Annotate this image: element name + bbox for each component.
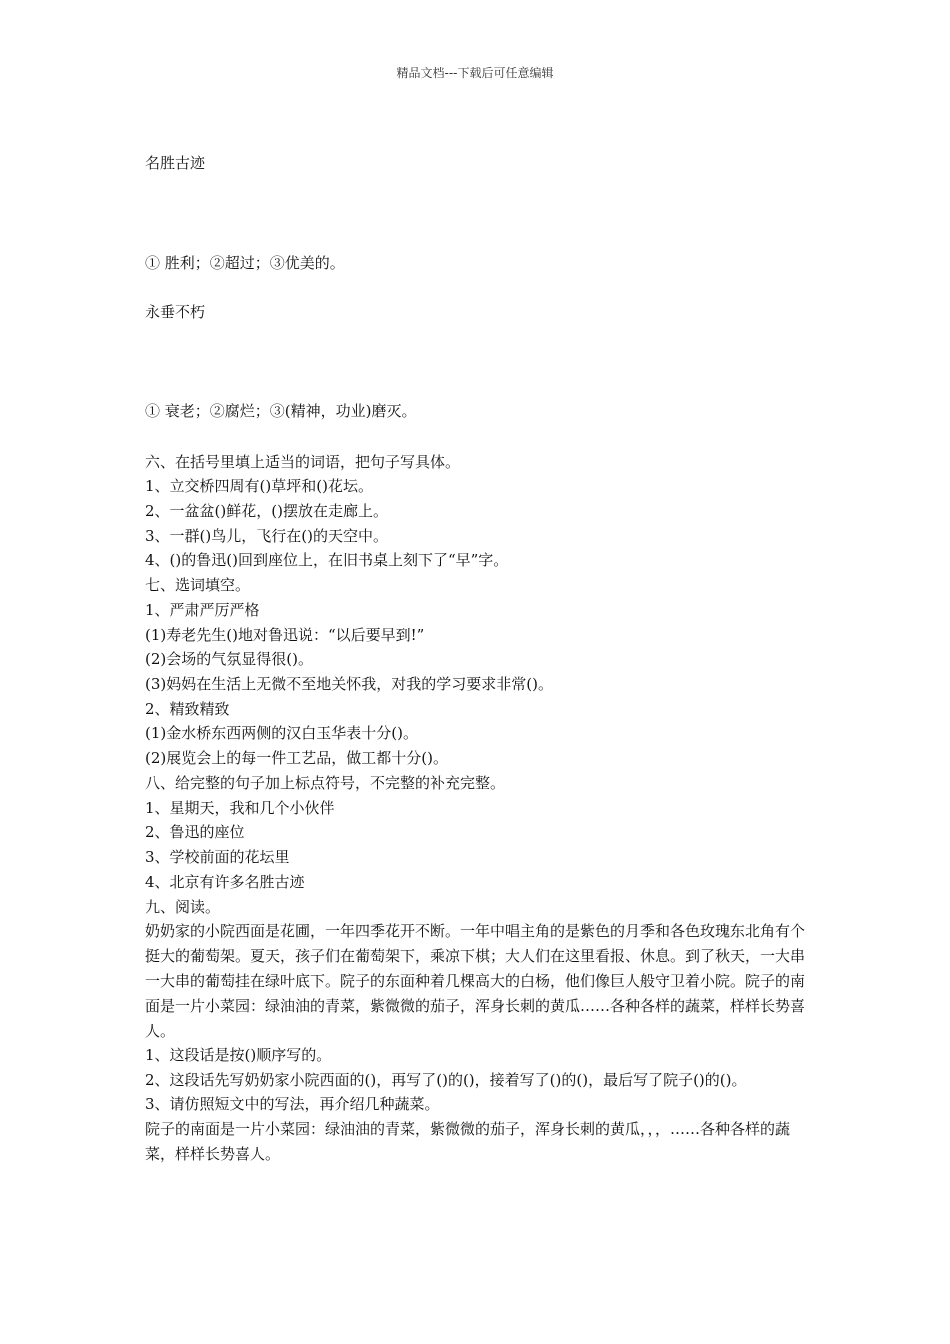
q7-group-1: 1、严肃严厉严格: [145, 601, 260, 619]
q9-item: 3、请仿照短文中的写法，再介绍几种蔬菜。: [145, 1095, 440, 1113]
q6-item: 3、一群()鸟儿，飞行在()的天空中。: [145, 527, 388, 545]
q7-item: (2)会场的气氛显得很()。: [145, 650, 313, 668]
vocab-word-1: 名胜古迹: [145, 154, 206, 172]
vocab-meaning-2: ① 衰老；②腐烂；③(精神，功业)磨灭。: [145, 402, 417, 420]
q7-title: 七、选词填空。: [145, 576, 251, 594]
page-header: 精品文档---下载后可任意编辑: [396, 66, 554, 80]
q7-item: (1)金水桥东西两侧的汉白玉华表十分()。: [145, 724, 418, 742]
q8-item: 3、学校前面的花坛里: [145, 848, 290, 866]
q8-item: 2、鲁迅的座位: [145, 823, 245, 841]
q9-item: 1、这段话是按()顺序写的。: [145, 1046, 332, 1064]
q7-item: (1)寿老先生()地对鲁迅说：“以后要早到!”: [145, 626, 425, 644]
q9-title: 九、阅读。: [145, 898, 221, 916]
q8-item: 1、星期天，我和几个小伙伴: [145, 799, 335, 817]
reading-passage: 奶奶家的小院西面是花圃，一年四季花开不断。一年中唱主角的是紫色的月季和各色玫瑰东北角有个挺大的葡萄架。夏天，孩子们在葡萄架下，乘凉下棋；大人们在这里看报、休息。到了秋天，一大串一大串的葡萄挂在绿叶底下。院子的东面种着几棵高大的白杨，他们像巨人般守卫着小院。院子的南面是一片小菜园：绿油油的青菜，紫微微的茄子，浑身长刺的黄瓜……各种各样的蔬菜，样样长势喜人。: [145, 922, 806, 1040]
q6-item: 2、一盆盆()鲜花，()摆放在走廊上。: [145, 502, 388, 520]
q6-item: 4、()的鲁迅()回到座位上，在旧书桌上刻下了“早”字。: [145, 551, 509, 569]
q6-title: 六、在括号里填上适当的词语，把句子写具体。: [145, 453, 461, 471]
q7-item: (2)展览会上的每一件工艺品，做工都十分()。: [145, 749, 448, 767]
q9-item: 2、这段话先写奶奶家小院西面的()，再写了()的()，接着写了()的()，最后写了院子()的()。: [145, 1071, 747, 1089]
q8-title: 八、给完整的句子加上标点符号，不完整的补充完整。: [145, 774, 506, 792]
q7-group-2: 2、精致精致: [145, 700, 230, 718]
q7-item: (3)妈妈在生活上无微不至地关怀我，对我的学习要求非常()。: [145, 675, 553, 693]
q6-item: 1、立交桥四周有()草坪和()花坛。: [145, 477, 373, 495]
vocab-word-2: 永垂不朽: [145, 303, 206, 321]
q9-answer: 院子的南面是一片小菜园：绿油油的青菜，紫微微的茄子，浑身长刺的黄瓜，，，……各种各样的蔬菜，样样长势喜人。: [145, 1120, 791, 1163]
q8-item: 4、北京有许多名胜古迹: [145, 873, 305, 891]
vocab-meaning-1: ① 胜利；②超过；③优美的。: [145, 254, 345, 272]
